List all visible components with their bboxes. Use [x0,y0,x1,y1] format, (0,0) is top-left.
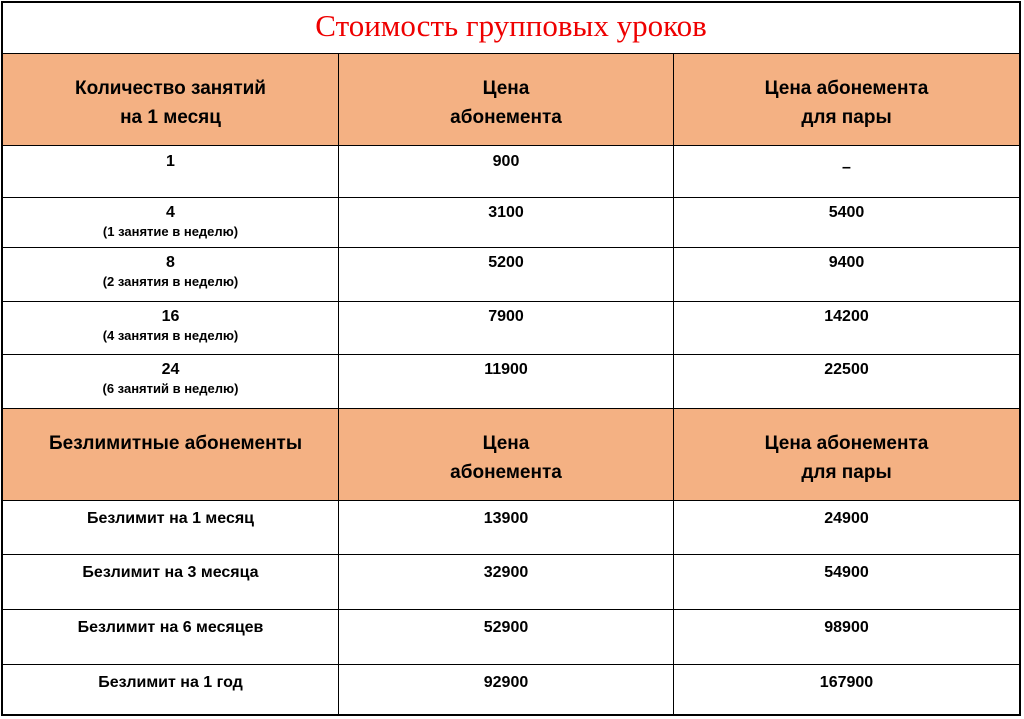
header-lesson-count [3,54,339,145]
table-row [3,355,1019,409]
table-row [3,501,1019,555]
price-cell [339,355,674,408]
price-cell [339,146,674,197]
table-row [3,610,1019,665]
plan-name: Безлимит на 3 месяца [82,564,259,581]
lesson-frequency-note: (6 занятий в неделю) [102,381,239,396]
table-header-unlimited [3,409,1019,501]
header-pair-price-line1: Цена абонемента [764,78,929,99]
pair-price-value: 14200 [824,308,869,325]
price-value: 900 [492,153,520,170]
price-value: 52900 [483,619,529,636]
pair-price-cell [674,146,1019,197]
price-cell [339,302,674,354]
pair-price-value: – [842,159,851,176]
plan-name: Безлимит на 1 месяц [86,510,255,527]
header-unlimited [3,409,339,500]
header-lesson-count-line1: Количество занятий [74,78,266,99]
header-pair-price-line2: для пары [801,462,892,483]
pair-price-value: 167900 [819,674,874,691]
header-price-line2: абонемента [450,107,562,128]
header-price [339,409,674,500]
pair-price-value: 9400 [828,254,865,271]
header-pair-price-line1: Цена абонемента [764,433,929,454]
lesson-frequency-note: (1 занятие в неделю) [102,224,239,239]
header-pair-price [674,54,1019,145]
lesson-count: 8 [166,254,175,271]
price-value: 3100 [488,204,524,221]
header-price-line1: Цена [482,78,530,99]
plan-name-cell [3,610,339,664]
lesson-count: 4 [166,204,175,221]
lesson-count-cell [3,248,339,301]
price-cell [339,555,674,609]
price-cell [339,610,674,664]
pair-price-cell [674,198,1019,247]
plan-name-cell [3,501,339,554]
price-cell [339,665,674,714]
price-cell [339,248,674,301]
price-table [1,1,1021,716]
lesson-frequency-note: (2 занятия в неделю) [102,274,239,289]
price-cell [339,198,674,247]
plan-name-cell [3,665,339,714]
price-cell [339,501,674,554]
table-row [3,555,1019,610]
header-price [339,54,674,145]
header-pair-price-line2: для пары [801,107,892,128]
pair-price-cell [674,355,1019,408]
lesson-count-cell [3,302,339,354]
lesson-frequency-note: (4 занятия в неделю) [102,328,239,343]
page-title: Стоимость групповых уроков [3,3,1019,54]
price-value: 13900 [483,510,529,527]
price-value: 92900 [483,674,529,691]
pair-price-cell [674,501,1019,554]
price-value: 11900 [484,361,528,378]
header-unlimited-label: Безлимитные абонементы [49,433,303,454]
pair-price-cell [674,610,1019,664]
plan-name: Безлимит на 1 год [98,674,243,691]
table-row [3,198,1019,248]
pair-price-cell [674,665,1019,714]
lesson-count-cell [3,146,339,197]
pair-price-value: 24900 [824,510,869,527]
table-row [3,248,1019,302]
header-price-line2: абонемента [450,462,562,483]
price-value: 32900 [483,564,529,581]
lesson-count-cell [3,355,339,408]
lesson-count: 16 [161,308,180,325]
header-pair-price [674,409,1019,500]
pair-price-cell [674,248,1019,301]
pair-price-cell [674,555,1019,609]
price-value: 5200 [488,254,524,271]
plan-name: Безлимит на 6 месяцев [77,619,264,636]
table-row [3,146,1019,198]
price-value: 7900 [488,308,524,325]
lesson-count: 1 [166,153,175,170]
pair-price-cell [674,302,1019,354]
table-header-lessons [3,54,1019,146]
header-price-line1: Цена [482,433,530,454]
pair-price-value: 54900 [824,564,869,581]
table-row [3,302,1019,355]
pair-price-value: 98900 [824,619,869,636]
header-lesson-count-line2: на 1 месяц [120,107,221,128]
pair-price-value: 22500 [824,361,869,378]
lesson-count-cell [3,198,339,247]
lesson-count: 24 [161,361,180,378]
plan-name-cell [3,555,339,609]
table-row [3,665,1019,714]
pair-price-value: 5400 [828,204,865,221]
